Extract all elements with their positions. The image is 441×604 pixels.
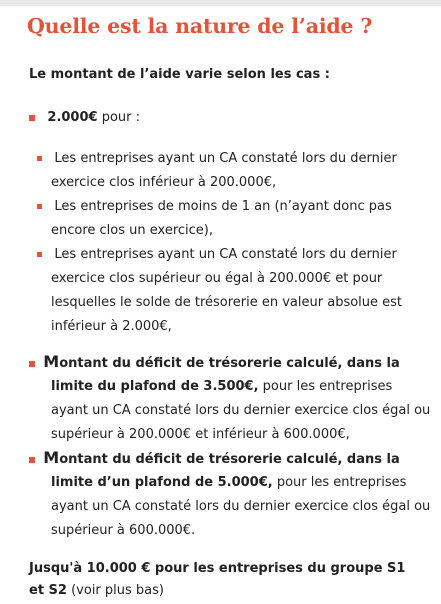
sub-item-2-line-2: encore clos un exercice), — [51, 223, 213, 238]
case-3-line-2 — [51, 471, 406, 495]
sub-item-2-text-1: Les entreprises de moins de 1 an (n’ayant donc pas — [54, 199, 392, 214]
bullet-square-icon — [29, 115, 35, 121]
footer-rest-2: (voir plus bas) — [66, 583, 164, 598]
sub-item-1-line-2: exercice clos inférieur à 200.000€, — [51, 175, 277, 190]
footer-bold-1: Jusqu'à 10.000 € pour les entreprises du groupe S1 — [29, 561, 406, 576]
case-2-first-letter: M — [43, 352, 60, 371]
intro-text: Le montant de l’aide varie selon les cas : — [29, 67, 330, 82]
bullet-square-icon — [29, 361, 35, 367]
case-3-line-1 — [29, 446, 400, 472]
case-3-bold-2: limite d’un plafond de 5.000€, — [51, 475, 273, 490]
sub-item-1-text-1: Les entreprises ayant un CA constaté lors du dernier — [54, 151, 397, 166]
sub-item-3-line-4: inférieur à 2.000€, — [51, 319, 172, 334]
case-1-heading — [29, 106, 140, 130]
case-2-line-2 — [51, 375, 392, 399]
bullet-square-icon — [37, 204, 42, 209]
sub-item-3-text-1: Les entreprises ayant un CA constaté lors du dernier — [54, 247, 397, 262]
case-2-line-3: ayant un CA constaté lors du dernier exercice clos égal ou — [51, 403, 431, 418]
bullet-square-icon — [29, 457, 35, 463]
sub-item-3-line-2: exercice clos supérieur ou égal à 200.000€ et pour — [51, 271, 383, 286]
case-2-bold-1: ontant du déficit de trésorerie calculé, dans la — [59, 356, 400, 371]
case-1-suffix: pour : — [97, 110, 141, 125]
sub-item-3-line-3: lesquelles le solde de trésorerie en valeur absolue est — [51, 295, 403, 310]
section-heading: Quelle est la nature de l’aide ? — [27, 14, 373, 38]
case-3-line-3: ayant un CA constaté lors du dernier exercice clos égal ou — [51, 499, 431, 514]
case-2-rest-2: pour les entreprises — [258, 379, 393, 394]
footer-line-2 — [29, 578, 164, 604]
sub-item-2-line-1 — [37, 195, 392, 219]
sub-item-1-line-1 — [37, 147, 397, 171]
case-2-line-1 — [29, 350, 400, 376]
case-3-bold-1: ontant du déficit de trésorerie calculé, dans la — [59, 452, 400, 467]
case-3-line-4: supérieur à 600.000€. — [51, 523, 196, 538]
case-2-bold-2: limite du plafond de 3.500€, — [51, 379, 259, 394]
case-2-line-4: supérieur à 200.000€ et inférieur à 600.000€, — [51, 427, 350, 442]
case-1-amount: 2.000€ — [47, 110, 98, 125]
sub-item-3-line-1 — [37, 243, 397, 267]
top-divider — [0, 0, 441, 6]
bullet-square-icon — [37, 156, 42, 161]
case-3-first-letter: M — [43, 448, 60, 467]
bullet-square-icon — [37, 252, 42, 257]
case-3-rest-2: pour les entreprises — [272, 475, 407, 490]
footer-bold-2: et S2 — [29, 583, 67, 598]
